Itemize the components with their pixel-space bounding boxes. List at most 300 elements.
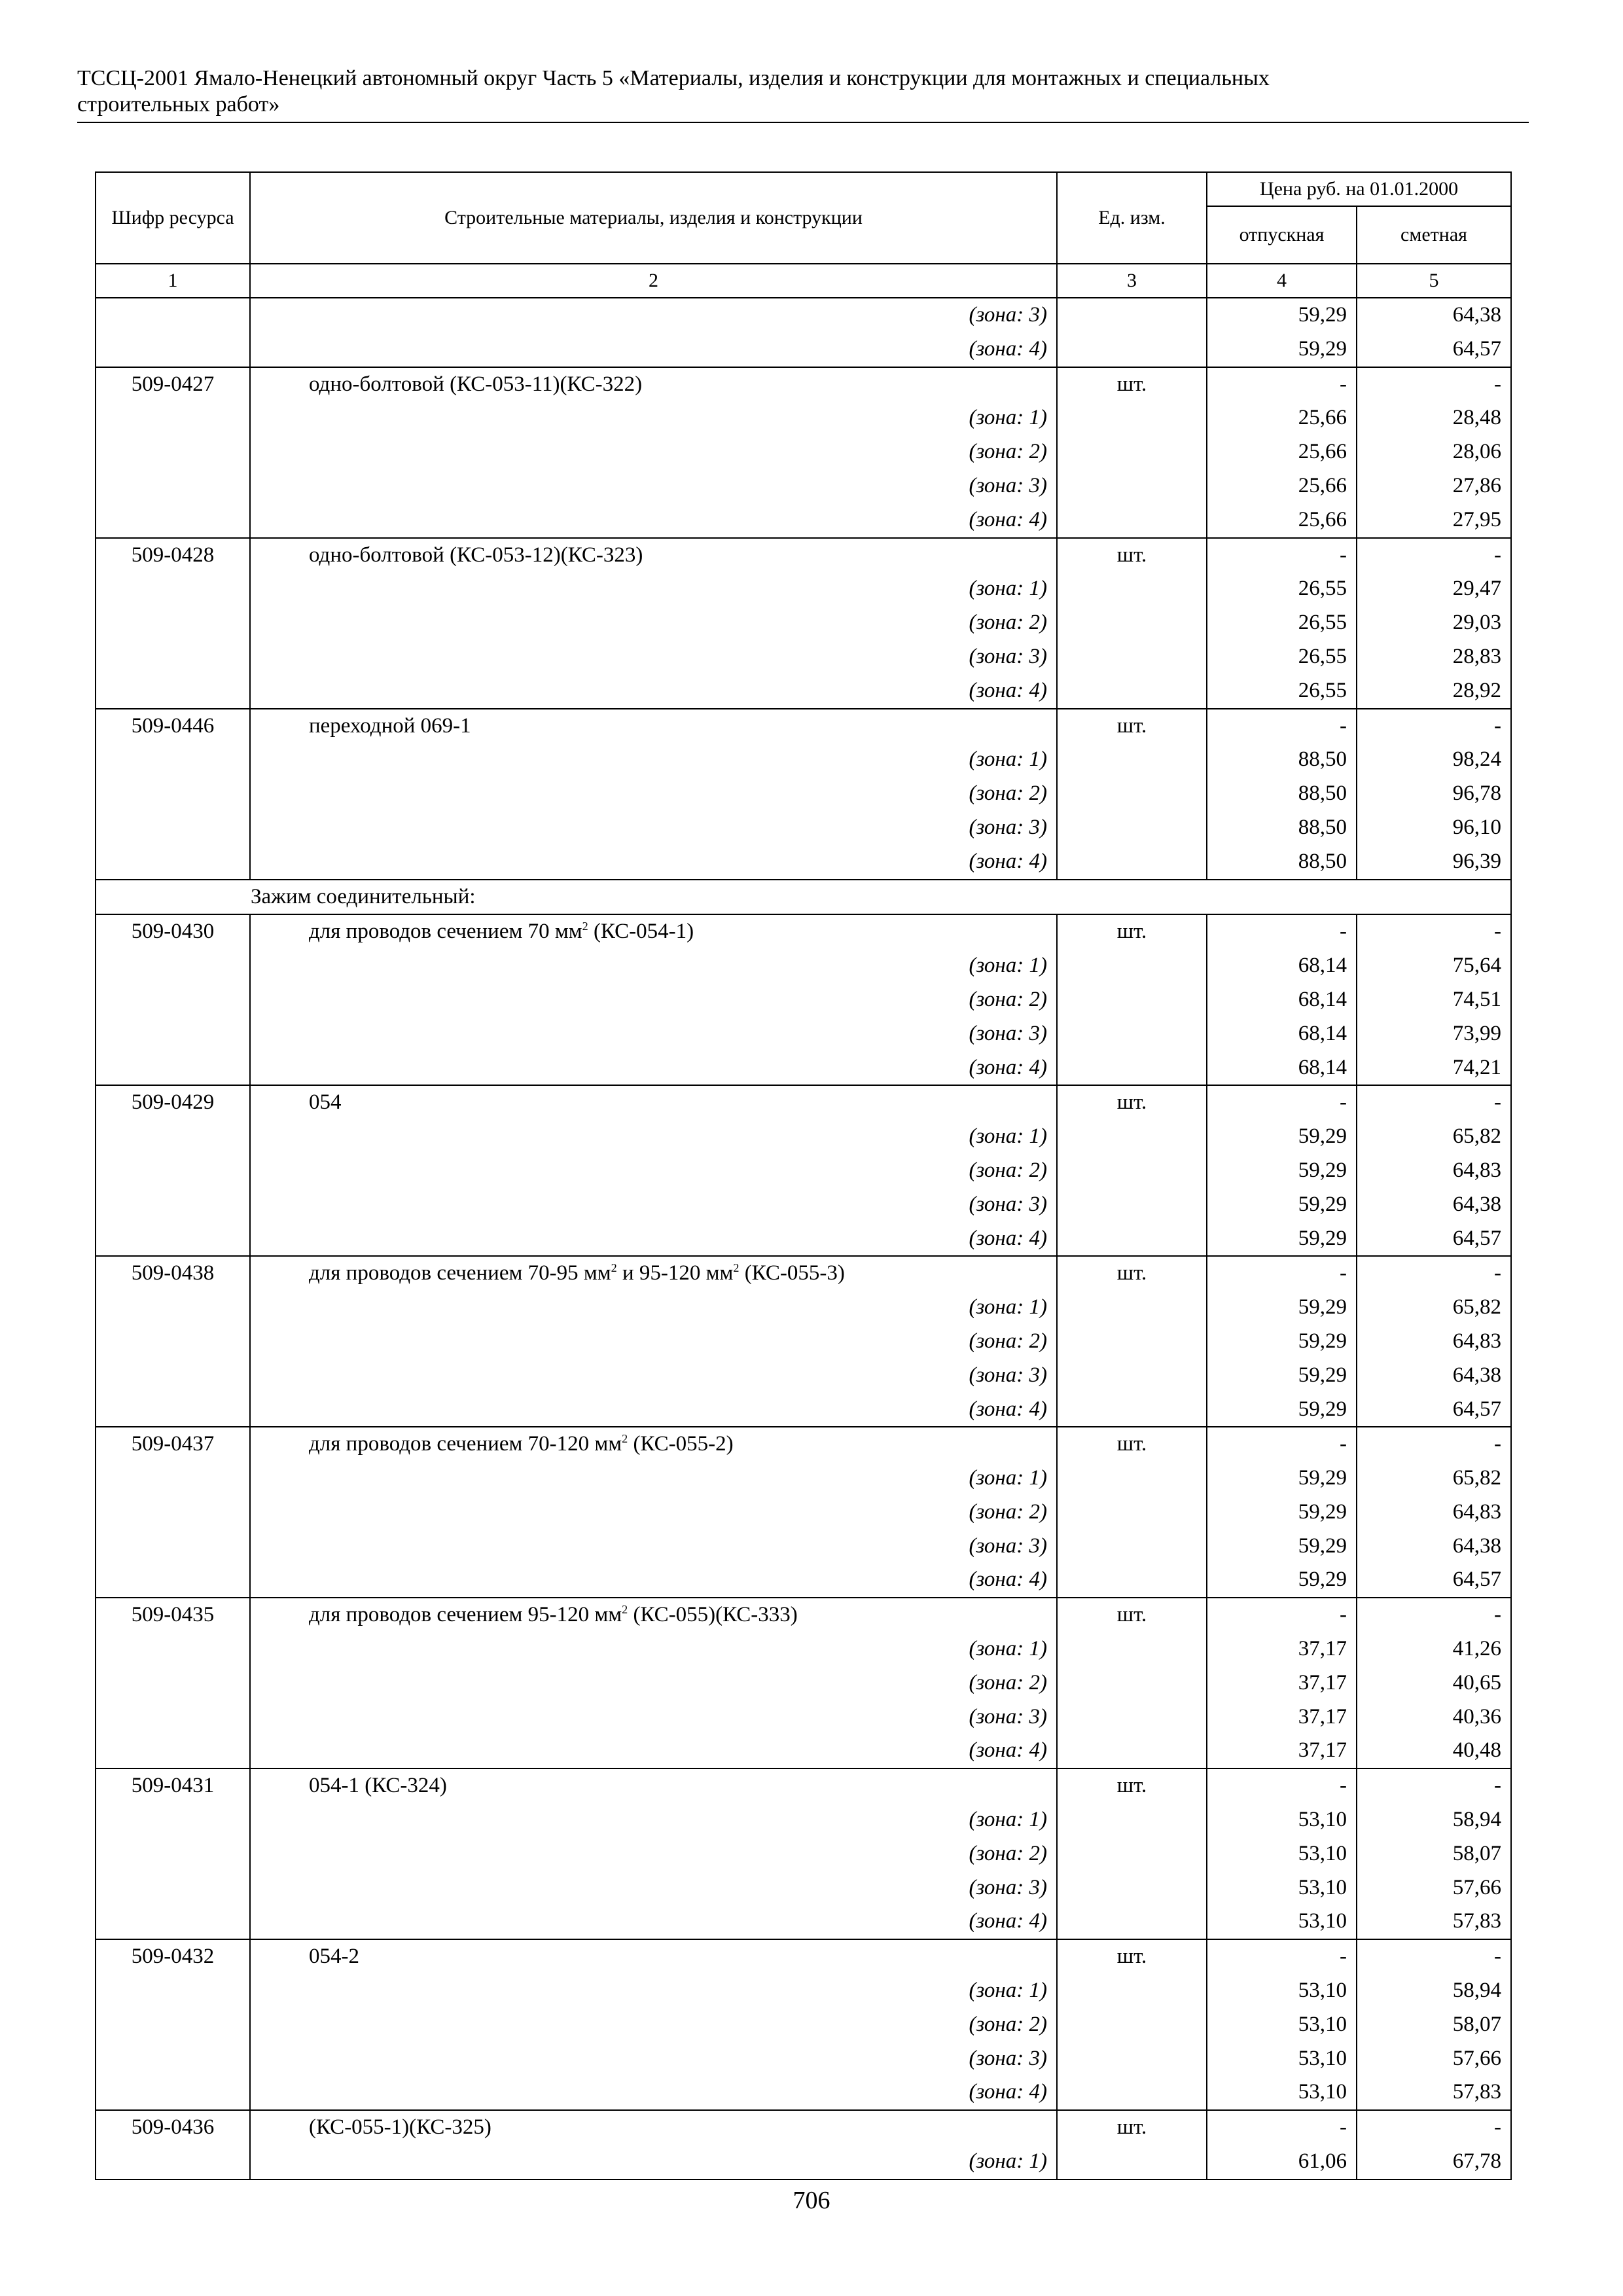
estimate-price-cell: - bbox=[1357, 709, 1511, 744]
zone-label-cell: (зона: 2) bbox=[250, 1666, 1057, 1700]
zone-label-cell: (зона: 2) bbox=[250, 1496, 1057, 1530]
estimate-price-cell: 96,78 bbox=[1357, 777, 1511, 811]
table-row bbox=[96, 1120, 1511, 1154]
table-body bbox=[96, 298, 1511, 2179]
name-part: переходной 069-1 bbox=[309, 713, 471, 738]
name-part: для проводов сечением 70-95 мм bbox=[309, 1261, 611, 1285]
superscript: 2 bbox=[622, 1432, 628, 1446]
table-row bbox=[96, 1256, 1511, 1291]
table-head bbox=[96, 172, 1511, 298]
zone-label-cell: (зона: 1) bbox=[250, 1462, 1057, 1496]
material-name bbox=[260, 1261, 845, 1285]
zone-label-cell: (зона: 3) bbox=[250, 1700, 1057, 1734]
zone-label-cell: (зона: 4) bbox=[250, 332, 1057, 367]
unit-cell bbox=[1057, 1188, 1207, 1222]
zone-label-cell: (зона: 3) bbox=[250, 1188, 1057, 1222]
zone-label-cell: (зона: 3) bbox=[250, 1359, 1057, 1393]
unit-cell bbox=[1057, 1291, 1207, 1325]
release-price-cell: - bbox=[1207, 2110, 1357, 2145]
unit-cell bbox=[1057, 1803, 1207, 1837]
release-price-cell: 53,10 bbox=[1207, 1803, 1357, 1837]
unit-cell bbox=[1057, 811, 1207, 845]
table-row bbox=[96, 2008, 1511, 2042]
unit-cell bbox=[1057, 1666, 1207, 1700]
release-price-cell: 37,17 bbox=[1207, 1666, 1357, 1700]
release-price-cell: 59,29 bbox=[1207, 1188, 1357, 1222]
release-price-cell: 59,29 bbox=[1207, 1359, 1357, 1393]
release-price-cell: 88,50 bbox=[1207, 811, 1357, 845]
resource-code-cell bbox=[96, 469, 250, 503]
estimate-price-cell: 64,57 bbox=[1357, 1393, 1511, 1427]
resource-code-cell bbox=[96, 2145, 250, 2179]
release-price-cell: 59,29 bbox=[1207, 1120, 1357, 1154]
unit-cell bbox=[1057, 1734, 1207, 1768]
release-price-cell: 59,29 bbox=[1207, 1496, 1357, 1530]
estimate-price-cell: 74,51 bbox=[1357, 983, 1511, 1017]
estimate-price-cell: 64,38 bbox=[1357, 298, 1511, 332]
unit-cell bbox=[1057, 983, 1207, 1017]
resource-code-cell bbox=[96, 572, 250, 606]
release-price-cell: 37,17 bbox=[1207, 1700, 1357, 1734]
resource-code-cell bbox=[96, 298, 250, 332]
release-price-cell: 59,29 bbox=[1207, 1291, 1357, 1325]
estimate-price-cell: 64,83 bbox=[1357, 1154, 1511, 1188]
table-row bbox=[96, 1974, 1511, 2008]
table-row bbox=[96, 538, 1511, 573]
resource-code-cell bbox=[96, 811, 250, 845]
resource-code-cell bbox=[96, 1051, 250, 1086]
resource-code-cell bbox=[96, 1325, 250, 1359]
zone-label-cell: (зона: 3) bbox=[250, 1871, 1057, 1905]
material-name-cell bbox=[250, 1768, 1057, 1803]
material-name-cell bbox=[250, 914, 1057, 949]
unit-cell: шт. bbox=[1057, 709, 1207, 744]
table-row bbox=[96, 1632, 1511, 1666]
superscript: 2 bbox=[582, 920, 588, 933]
col-number-2: 2 bbox=[250, 264, 1057, 298]
table-row bbox=[96, 1393, 1511, 1427]
estimate-price-cell: - bbox=[1357, 1427, 1511, 1462]
unit-cell bbox=[1057, 469, 1207, 503]
resource-code-cell bbox=[96, 1803, 250, 1837]
section-title: Зажим соединительный: bbox=[251, 884, 476, 908]
estimate-price-cell: 65,82 bbox=[1357, 1462, 1511, 1496]
table-row bbox=[96, 1462, 1511, 1496]
col-header-price: Цена руб. на 01.01.2000 bbox=[1207, 172, 1511, 206]
unit-cell bbox=[1057, 2145, 1207, 2179]
name-part: для проводов сечением 95-120 мм bbox=[309, 1603, 622, 1627]
table-row bbox=[96, 367, 1511, 402]
unit-cell: шт. bbox=[1057, 1256, 1207, 1291]
col-header-estimate-price: сметная bbox=[1357, 206, 1511, 264]
unit-cell bbox=[1057, 1632, 1207, 1666]
zone-label-cell: (зона: 1) bbox=[250, 1803, 1057, 1837]
release-price-cell: 88,50 bbox=[1207, 777, 1357, 811]
table-row bbox=[96, 2145, 1511, 2179]
release-price-cell: 68,14 bbox=[1207, 949, 1357, 983]
estimate-price-cell: - bbox=[1357, 538, 1511, 573]
material-name bbox=[260, 543, 643, 567]
resource-code-cell bbox=[96, 674, 250, 709]
release-price-cell: 59,29 bbox=[1207, 1325, 1357, 1359]
zone-label-cell: (зона: 3) bbox=[250, 640, 1057, 674]
unit-cell: шт. bbox=[1057, 538, 1207, 573]
resource-code-cell bbox=[96, 1188, 250, 1222]
estimate-price-cell: - bbox=[1357, 1085, 1511, 1120]
zone-label-cell: (зона: 4) bbox=[250, 1222, 1057, 1257]
release-price-cell: 88,50 bbox=[1207, 743, 1357, 777]
material-name-cell bbox=[250, 2110, 1057, 2145]
section-row bbox=[96, 880, 1511, 915]
release-price-cell: 59,29 bbox=[1207, 1154, 1357, 1188]
release-price-cell: 59,29 bbox=[1207, 1393, 1357, 1427]
estimate-price-cell: 65,82 bbox=[1357, 1120, 1511, 1154]
estimate-price-cell: 40,48 bbox=[1357, 1734, 1511, 1768]
table-row bbox=[96, 743, 1511, 777]
table-row bbox=[96, 401, 1511, 435]
release-price-cell: 53,10 bbox=[1207, 2008, 1357, 2042]
material-name bbox=[260, 372, 642, 396]
table-row bbox=[96, 435, 1511, 469]
resource-code-cell: 509-0436 bbox=[96, 2110, 250, 2145]
zone-label-cell: (зона: 1) bbox=[250, 949, 1057, 983]
table-row bbox=[96, 469, 1511, 503]
price-table bbox=[95, 171, 1512, 2180]
col-header-code: Шифр ресурса bbox=[96, 172, 250, 264]
release-price-cell: 88,50 bbox=[1207, 845, 1357, 880]
unit-cell: шт. bbox=[1057, 1939, 1207, 1974]
zone-label-cell: (зона: 4) bbox=[250, 2075, 1057, 2110]
zone-label-cell: (зона: 1) bbox=[250, 1974, 1057, 2008]
estimate-price-cell: - bbox=[1357, 367, 1511, 402]
resource-code-cell bbox=[96, 1393, 250, 1427]
unit-cell: шт. bbox=[1057, 1427, 1207, 1462]
table-row bbox=[96, 674, 1511, 709]
unit-cell bbox=[1057, 1700, 1207, 1734]
release-price-cell: 68,14 bbox=[1207, 1051, 1357, 1086]
name-part: одно-болтовой (КС-053-12)(КС-323) bbox=[309, 543, 643, 567]
unit-cell bbox=[1057, 2075, 1207, 2110]
superscript: 2 bbox=[622, 1603, 628, 1617]
resource-code-cell bbox=[96, 1905, 250, 1939]
release-price-cell: 59,29 bbox=[1207, 298, 1357, 332]
release-price-cell: 37,17 bbox=[1207, 1632, 1357, 1666]
release-price-cell: 53,10 bbox=[1207, 1974, 1357, 2008]
release-price-cell: 37,17 bbox=[1207, 1734, 1357, 1768]
resource-code-cell bbox=[96, 1462, 250, 1496]
resource-code-cell: 509-0430 bbox=[96, 914, 250, 949]
resource-code-cell: 509-0432 bbox=[96, 1939, 250, 1974]
unit-cell bbox=[1057, 1154, 1207, 1188]
material-name-cell bbox=[250, 538, 1057, 573]
release-price-cell: 26,55 bbox=[1207, 606, 1357, 640]
zone-label-cell: (зона: 1) bbox=[250, 1120, 1057, 1154]
resource-code-cell: 509-0446 bbox=[96, 709, 250, 744]
estimate-price-cell: - bbox=[1357, 914, 1511, 949]
table-row bbox=[96, 1939, 1511, 1974]
table-row bbox=[96, 1325, 1511, 1359]
unit-cell bbox=[1057, 298, 1207, 332]
resource-code-cell bbox=[96, 1359, 250, 1393]
zone-label-cell: (зона: 4) bbox=[250, 1563, 1057, 1598]
estimate-price-cell: 75,64 bbox=[1357, 949, 1511, 983]
resource-code-cell bbox=[96, 1974, 250, 2008]
resource-code-cell bbox=[96, 640, 250, 674]
table-row bbox=[96, 1530, 1511, 1564]
material-name-cell bbox=[250, 1598, 1057, 1632]
name-part: 054-2 bbox=[309, 1945, 359, 1969]
estimate-price-cell: 64,38 bbox=[1357, 1359, 1511, 1393]
unit-cell bbox=[1057, 1530, 1207, 1564]
document-header bbox=[77, 65, 1517, 118]
zone-label-cell: (зона: 2) bbox=[250, 435, 1057, 469]
estimate-price-cell: 58,94 bbox=[1357, 1803, 1511, 1837]
resource-code-cell: 509-0428 bbox=[96, 538, 250, 573]
release-price-cell: 25,66 bbox=[1207, 469, 1357, 503]
resource-code-cell bbox=[96, 1734, 250, 1768]
zone-label-cell: (зона: 2) bbox=[250, 1837, 1057, 1871]
table-row bbox=[96, 983, 1511, 1017]
resource-code-cell bbox=[96, 401, 250, 435]
resource-code-cell: 509-0429 bbox=[96, 1085, 250, 1120]
zone-label-cell: (зона: 1) bbox=[250, 572, 1057, 606]
unit-cell bbox=[1057, 1563, 1207, 1598]
zone-label-cell: (зона: 4) bbox=[250, 845, 1057, 880]
estimate-price-cell: 64,83 bbox=[1357, 1496, 1511, 1530]
estimate-price-cell: - bbox=[1357, 2110, 1511, 2145]
estimate-price-cell: 98,24 bbox=[1357, 743, 1511, 777]
resource-code-cell bbox=[96, 1666, 250, 1700]
estimate-price-cell: 67,78 bbox=[1357, 2145, 1511, 2179]
col-number-3: 3 bbox=[1057, 264, 1207, 298]
unit-cell bbox=[1057, 1120, 1207, 1154]
zone-label-cell: (зона: 1) bbox=[250, 743, 1057, 777]
release-price-cell: 25,66 bbox=[1207, 503, 1357, 538]
header-rule bbox=[77, 122, 1529, 123]
unit-cell: шт. bbox=[1057, 367, 1207, 402]
estimate-price-cell: 28,92 bbox=[1357, 674, 1511, 709]
material-name bbox=[260, 1432, 734, 1456]
unit-cell bbox=[1057, 1462, 1207, 1496]
table-row bbox=[96, 640, 1511, 674]
table-row bbox=[96, 1291, 1511, 1325]
zone-label-cell: (зона: 4) bbox=[250, 1393, 1057, 1427]
material-name bbox=[260, 2115, 491, 2139]
zone-label-cell: (зона: 4) bbox=[250, 674, 1057, 709]
resource-code-cell bbox=[96, 777, 250, 811]
table-row bbox=[96, 1871, 1511, 1905]
estimate-price-cell: 29,47 bbox=[1357, 572, 1511, 606]
resource-code-cell: 509-0431 bbox=[96, 1768, 250, 1803]
resource-code-cell bbox=[96, 2075, 250, 2110]
name-part: 054-1 (КС-324) bbox=[309, 1774, 447, 1798]
resource-code-cell bbox=[96, 743, 250, 777]
release-price-cell: - bbox=[1207, 1768, 1357, 1803]
name-part: (КС-054-1) bbox=[588, 920, 694, 944]
estimate-price-cell: 28,48 bbox=[1357, 401, 1511, 435]
estimate-price-cell: 64,57 bbox=[1357, 332, 1511, 367]
zone-label-cell: (зона: 2) bbox=[250, 2008, 1057, 2042]
unit-cell: шт. bbox=[1057, 914, 1207, 949]
resource-code-cell bbox=[96, 2008, 250, 2042]
estimate-price-cell: - bbox=[1357, 1598, 1511, 1632]
resource-code-cell bbox=[96, 1530, 250, 1564]
table-row bbox=[96, 1666, 1511, 1700]
zone-label-cell: (зона: 3) bbox=[250, 2042, 1057, 2076]
material-name bbox=[260, 920, 694, 943]
col-number-1: 1 bbox=[96, 264, 250, 298]
estimate-price-cell: 64,57 bbox=[1357, 1222, 1511, 1257]
section-cell bbox=[96, 880, 1511, 915]
unit-cell bbox=[1057, 503, 1207, 538]
unit-cell: шт. bbox=[1057, 1768, 1207, 1803]
release-price-cell: 25,66 bbox=[1207, 435, 1357, 469]
table-row bbox=[96, 1154, 1511, 1188]
zone-label-cell: (зона: 3) bbox=[250, 469, 1057, 503]
table-row bbox=[96, 949, 1511, 983]
unit-cell bbox=[1057, 332, 1207, 367]
release-price-cell: 59,29 bbox=[1207, 1563, 1357, 1598]
zone-label-cell: (зона: 1) bbox=[250, 1291, 1057, 1325]
estimate-price-cell: 57,66 bbox=[1357, 1871, 1511, 1905]
zone-label-cell: (зона: 3) bbox=[250, 1017, 1057, 1051]
unit-cell bbox=[1057, 1974, 1207, 2008]
material-name bbox=[260, 1090, 342, 1114]
estimate-price-cell: 96,39 bbox=[1357, 845, 1511, 880]
name-part: для проводов сечением 70 мм bbox=[309, 920, 582, 944]
zone-label-cell: (зона: 4) bbox=[250, 1734, 1057, 1768]
col-header-name: Строительные материалы, изделия и конструкции bbox=[250, 172, 1057, 264]
table-row bbox=[96, 709, 1511, 744]
release-price-cell: 61,06 bbox=[1207, 2145, 1357, 2179]
unit-cell bbox=[1057, 1017, 1207, 1051]
unit-cell: шт. bbox=[1057, 1085, 1207, 1120]
table-row bbox=[96, 811, 1511, 845]
unit-cell bbox=[1057, 1496, 1207, 1530]
zone-label-cell: (зона: 3) bbox=[250, 1530, 1057, 1564]
unit-cell bbox=[1057, 1325, 1207, 1359]
resource-code-cell bbox=[96, 606, 250, 640]
release-price-cell: 53,10 bbox=[1207, 1905, 1357, 1939]
release-price-cell: 59,29 bbox=[1207, 1530, 1357, 1564]
table-row bbox=[96, 1768, 1511, 1803]
table-row bbox=[96, 1598, 1511, 1632]
zone-label-cell: (зона: 4) bbox=[250, 1051, 1057, 1086]
table-row bbox=[96, 1427, 1511, 1462]
release-price-cell: - bbox=[1207, 1598, 1357, 1632]
release-price-cell: - bbox=[1207, 914, 1357, 949]
resource-code-cell bbox=[96, 1871, 250, 1905]
estimate-price-cell: 27,86 bbox=[1357, 469, 1511, 503]
table-row bbox=[96, 2075, 1511, 2110]
unit-cell bbox=[1057, 572, 1207, 606]
name-part: (КС-055)(КС-333) bbox=[628, 1603, 798, 1627]
unit-cell bbox=[1057, 1905, 1207, 1939]
zone-label-cell: (зона: 2) bbox=[250, 777, 1057, 811]
unit-cell bbox=[1057, 1359, 1207, 1393]
resource-code-cell bbox=[96, 1120, 250, 1154]
zone-label-cell: (зона: 1) bbox=[250, 401, 1057, 435]
header-line-2: строительных работ» bbox=[77, 92, 280, 117]
zone-label-cell: (зона: 3) bbox=[250, 811, 1057, 845]
table-row bbox=[96, 777, 1511, 811]
col-number-5: 5 bbox=[1357, 264, 1511, 298]
release-price-cell: 68,14 bbox=[1207, 1017, 1357, 1051]
table-row bbox=[96, 503, 1511, 538]
release-price-cell: - bbox=[1207, 1085, 1357, 1120]
estimate-price-cell: 57,83 bbox=[1357, 1905, 1511, 1939]
material-name-cell bbox=[250, 367, 1057, 402]
table-row bbox=[96, 298, 1511, 332]
resource-code-cell bbox=[96, 2042, 250, 2076]
unit-cell: шт. bbox=[1057, 2110, 1207, 2145]
unit-cell bbox=[1057, 640, 1207, 674]
superscript: 2 bbox=[611, 1261, 617, 1275]
resource-code-cell bbox=[96, 1563, 250, 1598]
table-row bbox=[96, 1905, 1511, 1939]
estimate-price-cell: 58,94 bbox=[1357, 1974, 1511, 2008]
resource-code-cell: 509-0437 bbox=[96, 1427, 250, 1462]
unit-cell bbox=[1057, 949, 1207, 983]
zone-label-cell: (зона: 2) bbox=[250, 1154, 1057, 1188]
table-row bbox=[96, 1359, 1511, 1393]
unit-cell bbox=[1057, 845, 1207, 880]
release-price-cell: 53,10 bbox=[1207, 1837, 1357, 1871]
release-price-cell: 26,55 bbox=[1207, 674, 1357, 709]
table-row bbox=[96, 1700, 1511, 1734]
resource-code-cell: 509-0427 bbox=[96, 367, 250, 402]
superscript: 2 bbox=[733, 1261, 740, 1275]
estimate-price-cell: 57,66 bbox=[1357, 2042, 1511, 2076]
unit-cell: шт. bbox=[1057, 1598, 1207, 1632]
release-price-cell: 53,10 bbox=[1207, 2042, 1357, 2076]
col-number-4: 4 bbox=[1207, 264, 1357, 298]
table-row bbox=[96, 1085, 1511, 1120]
estimate-price-cell: 28,83 bbox=[1357, 640, 1511, 674]
unit-cell bbox=[1057, 435, 1207, 469]
resource-code-cell bbox=[96, 503, 250, 538]
release-price-cell: - bbox=[1207, 1427, 1357, 1462]
material-name bbox=[260, 1774, 447, 1797]
zone-label-cell: (зона: 1) bbox=[250, 2145, 1057, 2179]
unit-cell bbox=[1057, 743, 1207, 777]
estimate-price-cell: 57,83 bbox=[1357, 2075, 1511, 2110]
resource-code-cell bbox=[96, 1496, 250, 1530]
release-price-cell: 59,29 bbox=[1207, 1462, 1357, 1496]
material-name bbox=[260, 1603, 798, 1626]
resource-code-cell: 509-0438 bbox=[96, 1256, 250, 1291]
estimate-price-cell: 29,03 bbox=[1357, 606, 1511, 640]
table-row bbox=[96, 1496, 1511, 1530]
estimate-price-cell: 65,82 bbox=[1357, 1291, 1511, 1325]
estimate-price-cell: 41,26 bbox=[1357, 1632, 1511, 1666]
resource-code-cell bbox=[96, 983, 250, 1017]
estimate-price-cell: 64,83 bbox=[1357, 1325, 1511, 1359]
name-part: (КС-055-2) bbox=[628, 1432, 734, 1456]
estimate-price-cell: 28,06 bbox=[1357, 435, 1511, 469]
name-part: (КС-055-3) bbox=[739, 1261, 845, 1285]
estimate-price-cell: 27,95 bbox=[1357, 503, 1511, 538]
resource-code-cell bbox=[96, 1222, 250, 1257]
col-header-release-price: отпускная bbox=[1207, 206, 1357, 264]
unit-cell bbox=[1057, 1393, 1207, 1427]
material-name-cell bbox=[250, 1085, 1057, 1120]
zone-label-cell: (зона: 2) bbox=[250, 1325, 1057, 1359]
estimate-price-cell: 58,07 bbox=[1357, 1837, 1511, 1871]
zone-label-cell: (зона: 2) bbox=[250, 983, 1057, 1017]
zone-label-cell: (зона: 2) bbox=[250, 606, 1057, 640]
unit-cell bbox=[1057, 1837, 1207, 1871]
